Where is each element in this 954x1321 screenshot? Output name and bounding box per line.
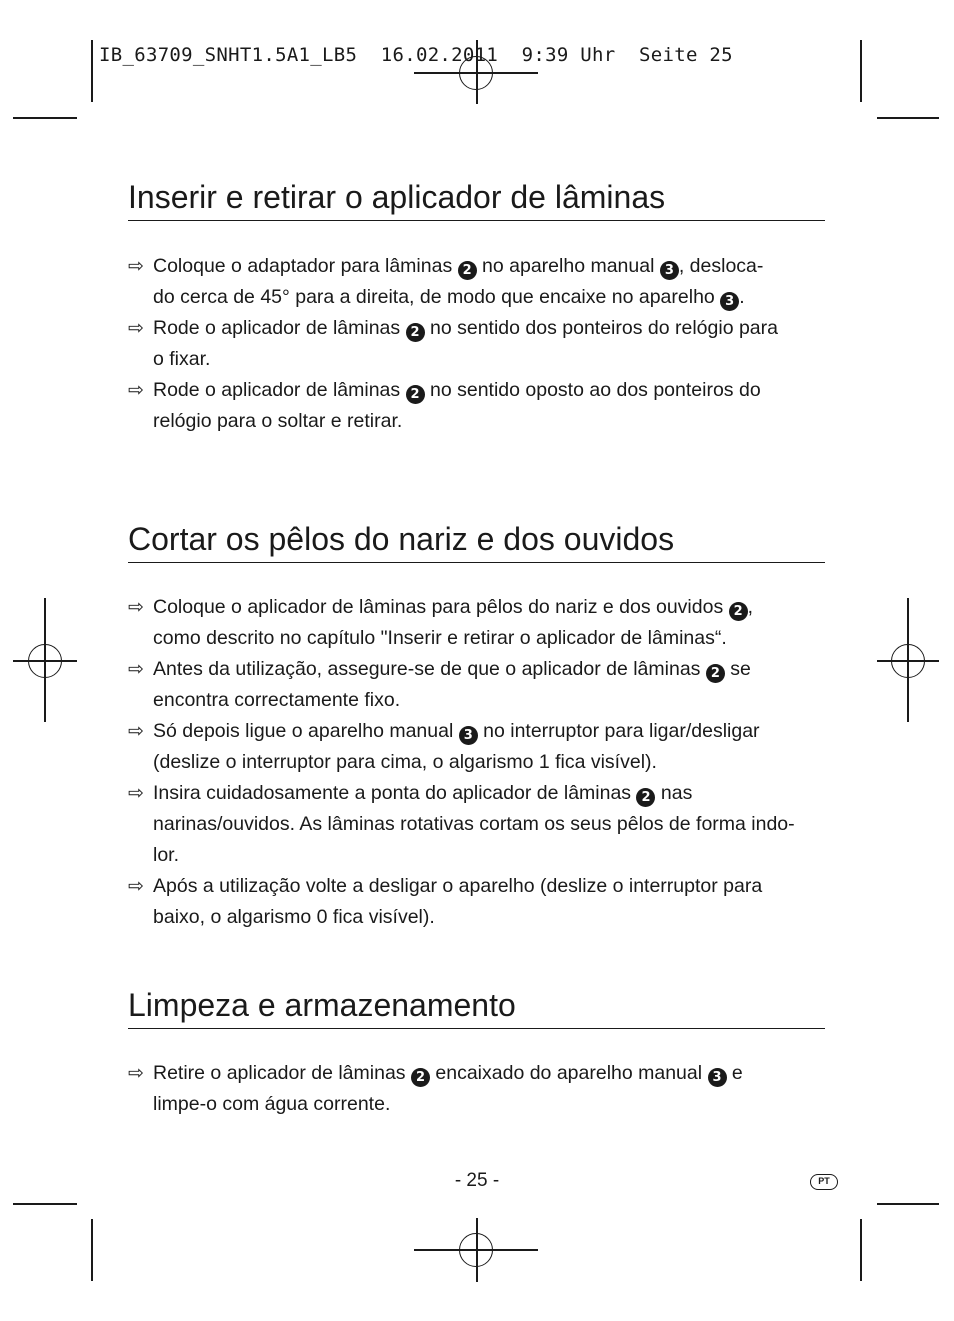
- arrow-right-icon: ⇨: [128, 876, 144, 897]
- list-limpeza: [128, 1058, 828, 1120]
- item-text: Insira cuidadosamente a ponta do aplicador de lâminas: [153, 782, 637, 804]
- item-text: Rode o aplicador de lâminas: [153, 317, 406, 339]
- list-item: [128, 871, 828, 933]
- step-number-badge: 3: [660, 261, 679, 280]
- arrow-right-icon: ⇨: [128, 721, 144, 742]
- step-number-badge: 3: [708, 1068, 727, 1087]
- step-number-badge: 2: [729, 602, 748, 621]
- item-text: e limpe-o com água corrente.: [153, 1062, 743, 1115]
- arrow-right-icon: ⇨: [128, 380, 144, 401]
- list-cortar: [128, 592, 828, 933]
- item-text: se encontra correctamente fixo.: [153, 658, 751, 711]
- step-number-badge: 3: [720, 292, 739, 311]
- arrow-right-icon: ⇨: [128, 783, 144, 804]
- list-item: [128, 375, 828, 437]
- arrow-right-icon: ⇨: [128, 597, 144, 618]
- item-text: , como descrito no capítulo "Inserir e retirar o aplicador de lâminas“.: [153, 596, 754, 649]
- item-text: encaixado do aparelho manual: [429, 1062, 708, 1084]
- list-item: [128, 778, 828, 871]
- step-number-badge: 3: [459, 726, 478, 745]
- item-text: Coloque o adaptador para lâminas: [153, 255, 458, 277]
- step-number-badge: 2: [411, 1068, 430, 1087]
- step-number-badge: 2: [636, 788, 655, 807]
- item-text: no sentido oposto ao dos ponteiros do relógio para o soltar e retirar.: [153, 379, 761, 432]
- item-text: Antes da utilização, assegure-se de que o aplicador de lâminas: [153, 658, 706, 680]
- item-text: , desloca- do cerca de 45° para a direita, de modo que encaixe no aparelho: [153, 255, 764, 308]
- item-text: Só depois ligue o aparelho manual: [153, 720, 459, 742]
- list-inserir: [128, 251, 828, 437]
- step-number-badge: 2: [706, 664, 725, 683]
- item-text: Coloque o aplicador de lâminas para pêlos do nariz e dos ouvidos: [153, 596, 729, 618]
- section-title-limpeza: Limpeza e armazenamento: [128, 986, 825, 1029]
- list-item: [128, 313, 828, 375]
- arrow-right-icon: ⇨: [128, 659, 144, 680]
- arrow-right-icon: ⇨: [128, 318, 144, 339]
- section-title-cortar: Cortar os pêlos do nariz e dos ouvidos: [128, 520, 825, 563]
- step-number-badge: 2: [406, 323, 425, 342]
- list-item: [128, 592, 828, 654]
- item-text: no aparelho manual: [476, 255, 660, 277]
- item-text: Retire o aplicador de lâminas: [153, 1062, 411, 1084]
- list-item: [128, 1058, 828, 1120]
- list-item: [128, 654, 828, 716]
- arrow-right-icon: ⇨: [128, 256, 144, 277]
- item-text: Rode o aplicador de lâminas: [153, 379, 406, 401]
- item-text: no interruptor para ligar/desligar (deslize o interruptor para cima, o algarismo 1 fica visível).: [153, 720, 760, 773]
- section-title-inserir: Inserir e retirar o aplicador de lâminas: [128, 178, 825, 221]
- step-number-badge: 2: [458, 261, 477, 280]
- item-text: nas narinas/ouvidos. As lâminas rotativas cortam os seus pêlos de forma indo- lor.: [153, 782, 795, 866]
- arrow-right-icon: ⇨: [128, 1063, 144, 1084]
- page-number: - 25 -: [454, 1170, 500, 1191]
- language-badge: PT: [810, 1174, 838, 1190]
- step-number-badge: 2: [406, 385, 425, 404]
- list-item: [128, 251, 828, 313]
- item-text: no sentido dos ponteiros do relógio para o fixar.: [153, 317, 778, 370]
- item-text: Após a utilização volte a desligar o aparelho (deslize o interruptor para baixo, o algarismo 0 fica visível).: [153, 875, 763, 928]
- item-text: .: [739, 286, 745, 308]
- list-item: [128, 716, 828, 778]
- print-header: IB_63709_SNHT1.5A1_LB5 16.02.2011 9:39 Uhr Seite 25: [99, 44, 733, 66]
